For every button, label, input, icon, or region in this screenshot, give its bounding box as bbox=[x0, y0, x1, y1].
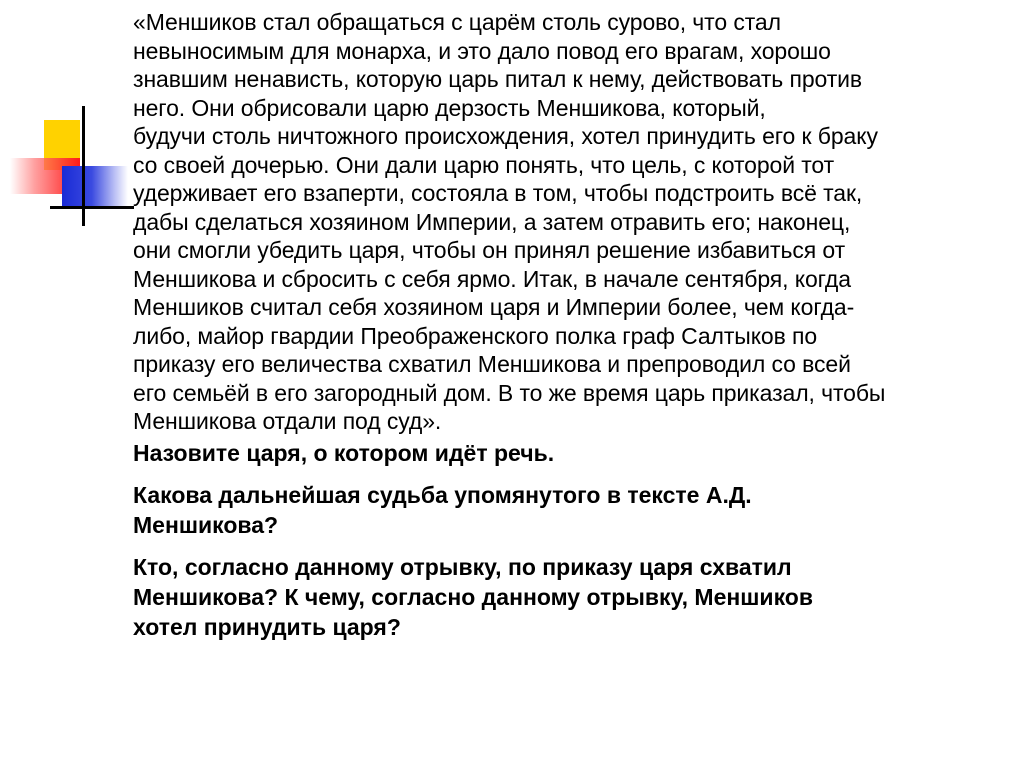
question-3 bbox=[133, 552, 1003, 642]
quote-line: приказу его величества схватил Меншикова и препроводил со всей bbox=[133, 351, 851, 377]
blue-gradient-block bbox=[62, 166, 128, 208]
quote-line: они смогли убедить царя, чтобы он принял решение избавиться от bbox=[133, 237, 846, 263]
question-1-line: Назовите царя, о котором идёт речь. bbox=[133, 439, 555, 466]
question-3-line: хотел принудить царя? bbox=[133, 613, 401, 640]
quote-line: дабы сделаться хозяином Империи, а затем отравить его; наконец, bbox=[133, 208, 851, 235]
horizontal-line bbox=[50, 206, 134, 209]
decorative-logo bbox=[0, 100, 140, 240]
question-3-line: Кто, согласно данному отрывку, по приказу царя схватил bbox=[133, 553, 792, 580]
quote-text bbox=[133, 8, 1003, 436]
question-2-line: Какова дальнейшая судьба упомянутого в тексте А.Д. bbox=[133, 481, 752, 508]
question-2 bbox=[133, 480, 1003, 540]
quote-line: Меншикова и сбросить с себя ярмо. Итак, в начале сентября, когда bbox=[133, 265, 851, 292]
quote-line: его семьёй в его загородный дом. В то же время царь приказал, чтобы bbox=[133, 379, 886, 406]
quote-line: невыносимым для монарха, и это дало повод его врагам, хорошо bbox=[133, 37, 831, 64]
quote-line: либо, майор гвардии Преображенского полка граф Салтыков по bbox=[133, 322, 818, 349]
quote-line: со своей дочерью. Они дали царю понять, что цель, с которой тот bbox=[133, 151, 835, 178]
quote-line: него. Они обрисовали царю дерзость Меншикова, который, bbox=[133, 94, 766, 121]
slide-content bbox=[133, 8, 1003, 642]
quote-line: Меншикова отдали под суд». bbox=[133, 408, 442, 434]
question-3-line: Меншикова? К чему, согласно данному отрывку, Меншиков bbox=[133, 583, 813, 610]
quote-line: «Меншиков стал обращаться с царём столь сурово, что стал bbox=[133, 9, 781, 35]
quote-line: удерживает его взаперти, состояла в том, чтобы подстроить всё так, bbox=[133, 180, 863, 206]
question-1 bbox=[133, 438, 1003, 468]
quote-line: Меншиков считал себя хозяином царя и Империи более, чем когда- bbox=[133, 294, 855, 320]
question-2-line: Меншикова? bbox=[133, 511, 279, 538]
quote-line: будучи столь ничтожного происхождения, хотел принудить его к браку bbox=[133, 123, 878, 149]
quote-line: знавшим ненависть, которую царь питал к нему, действовать против bbox=[133, 66, 862, 92]
